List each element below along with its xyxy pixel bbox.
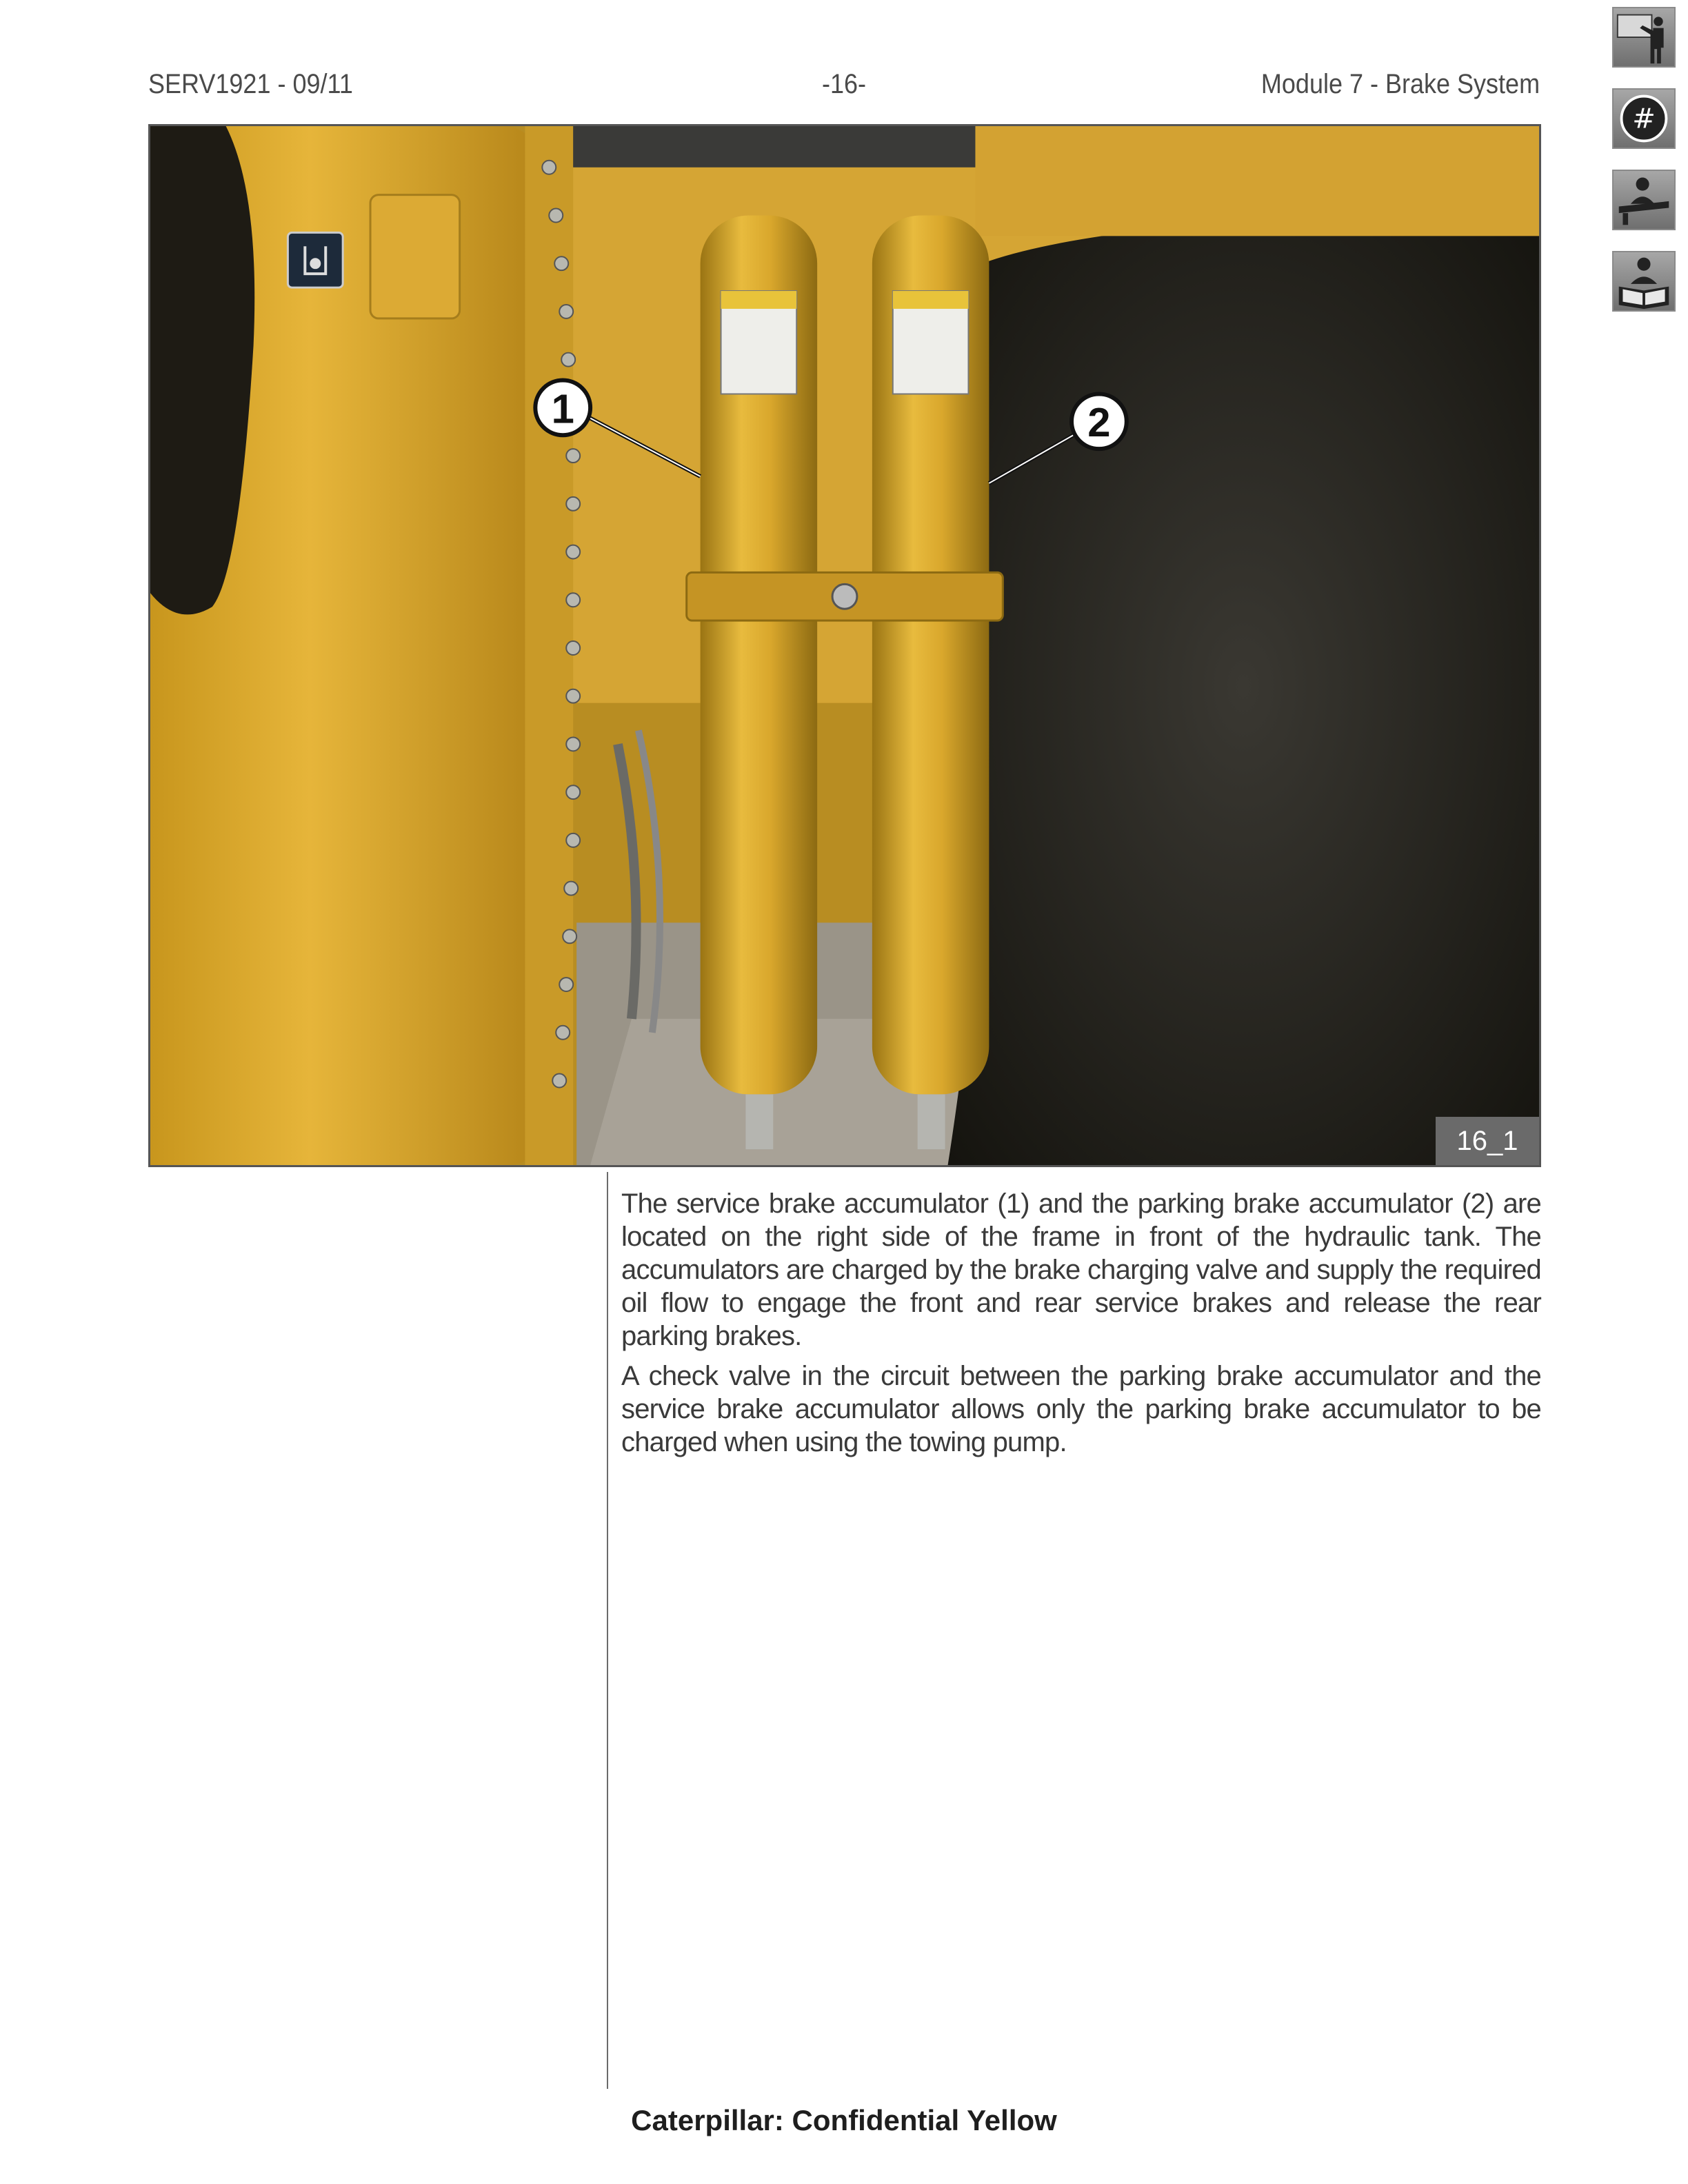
svg-text:#: # <box>1632 103 1656 135</box>
callout-2: 2 <box>1087 399 1111 446</box>
callout-1: 1 <box>551 385 574 432</box>
student-desk-icon[interactable] <box>1612 170 1676 230</box>
brake-accumulators-photo <box>148 124 1541 1167</box>
figure-label: 16_1 <box>1436 1117 1539 1165</box>
hash-icon[interactable] <box>1612 88 1676 149</box>
page-number: -16- <box>822 69 867 99</box>
body-paragraph-2: A check valve in the circuit between the parking brake accumulator and the service brake accumulator allows only the parking brake accumulator to be charged when using the towing pump. <box>621 1361 1541 1457</box>
body-paragraph-1: The service brake accumulator (1) and the parking brake accumulator (2) are located on the right side of the frame in front of the hydraulic tank. The accumulators are charged by the brake charging valve and supply the required oil flow to engage the front and rear service brakes and release the rear parking brakes. <box>621 1189 1541 1351</box>
confidentiality-footer: Caterpillar: Confidential Yellow <box>631 2104 1057 2136</box>
document-id: SERV1921 - 09/11 <box>148 69 353 99</box>
presenter-icon[interactable] <box>1612 7 1676 68</box>
column-divider <box>607 1172 608 2089</box>
module-title: Module 7 - Brake System <box>1260 69 1540 99</box>
reader-book-icon[interactable] <box>1612 251 1676 312</box>
